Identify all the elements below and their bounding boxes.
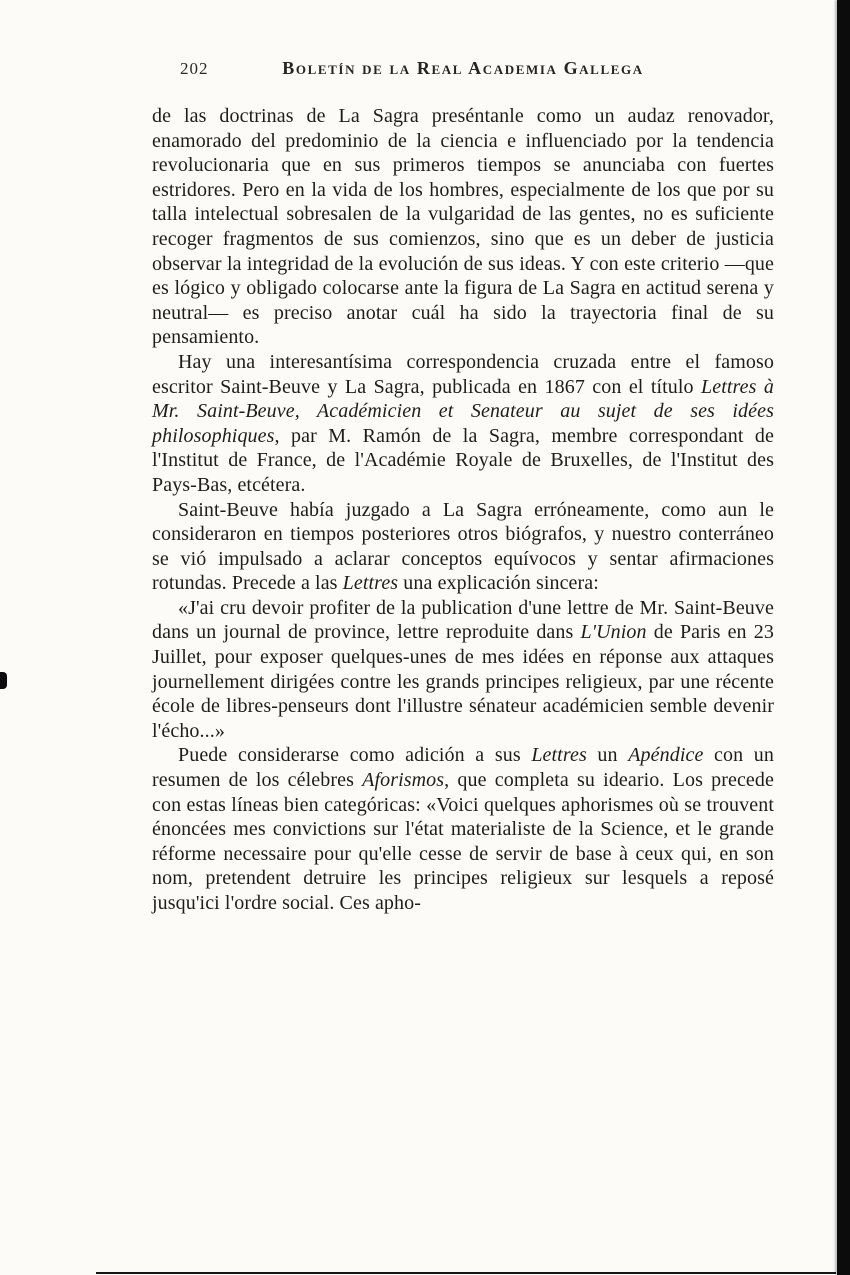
italic-text-run: Lettres bbox=[531, 744, 587, 767]
paragraph bbox=[152, 498, 774, 596]
text-run: de las doctrinas de La Sagra preséntanle como un audaz renovador, enamorado del predominio de la ciencia e influenciado por la tendencia revolucionaria que en sus primeros tiempos se anunciaba con fuertes estridores. Pero en la vida de los hombres, especialmente de los que por su talla intelectual sobresalen de la vulgaridad de las gentes, no es suficiente recoger fragmentos de sus comienzos, sino que es un deber de justicia observar la integridad de la evolución de sus ideas. Y con este criterio —que es lógico y obligado colocarse ante la figura de La Sagra en actitud serena y neutral— es preciso anotar cuál ha sido la trayectoria final de su pensamiento. bbox=[152, 105, 774, 349]
text-run: de Paris en 23 Juillet, pour exposer quelques-unes de mes idées en réponse aux attaques journellement dirigées contre les grands principes religieux, par une récente école de libres-penseurs dont l'illustre sénateur académicien semble devenir l'écho...» bbox=[152, 621, 774, 742]
text-run: una explicación sincera: bbox=[398, 572, 599, 595]
text-run: Hay una interesantísima correspondencia cruzada entre el famoso escritor Saint-Beuve y La Sagra, publicada en 1867 con el título bbox=[152, 350, 774, 398]
page-number: 202 bbox=[180, 59, 209, 78]
text-run: «J'ai cru devoir profiter de la publication d'une lettre de Mr. Saint-Beuve dans un journal de province, lettre reproduite dans bbox=[152, 596, 774, 644]
paragraph bbox=[152, 104, 774, 350]
text-run: , par M. Ramón de la Sagra, membre correspondant de l'Institut de France, de l'Académie Royale de Bruxelles, de l'Institut des Pays-Bas, etcétera. bbox=[152, 424, 774, 496]
text-run: Puede considerarse como adición a sus bbox=[178, 744, 532, 767]
running-header bbox=[152, 58, 774, 84]
italic-text-run: Lettres bbox=[342, 572, 399, 595]
text-run: con un resumen de los célebres bbox=[152, 744, 775, 792]
journal-title: Boletín de la Real Academia Gallega bbox=[282, 58, 644, 78]
page-body bbox=[152, 104, 774, 916]
italic-text-run: Lettres à Mr. Saint-Beuve, Académicien et Senateur au sujet de ses idées philosophiques bbox=[152, 375, 774, 447]
italic-text-run: Aforismos bbox=[362, 769, 445, 792]
scan-edge-bar bbox=[837, 0, 850, 1275]
text-run: , que completa su ideario. Los precede con estas líneas bien categóricas: «Voici quelques aphorismes où se trouvent énoncées mes convictions sur l'état materialiste de la Science, et le grande réforme necessaire pour qu'elle cesse de servir de base à ceux qui, en son nom, pretendent detruire les principes religieux sur lesquels a reposé jusqu'ici l'ordre social. Ces apho- bbox=[152, 769, 774, 914]
paragraph bbox=[152, 596, 774, 744]
scan-artifact-mark bbox=[0, 672, 7, 689]
text-run: un bbox=[586, 744, 629, 767]
paragraph bbox=[152, 743, 774, 915]
scan-bottom-line bbox=[96, 1272, 836, 1274]
italic-text-run: Apéndice bbox=[628, 744, 704, 767]
italic-text-run: L'Union bbox=[580, 621, 647, 644]
paragraph bbox=[152, 350, 774, 498]
text-run: Saint-Beuve había juzgado a La Sagra erróneamente, como aun le consideraron en tiempos posteriores otros biógrafos, y nuestro conterráneo se vió impulsado a aclarar conceptos equívocos y sentar afirmaciones rotundas. Precede a las bbox=[152, 498, 774, 595]
